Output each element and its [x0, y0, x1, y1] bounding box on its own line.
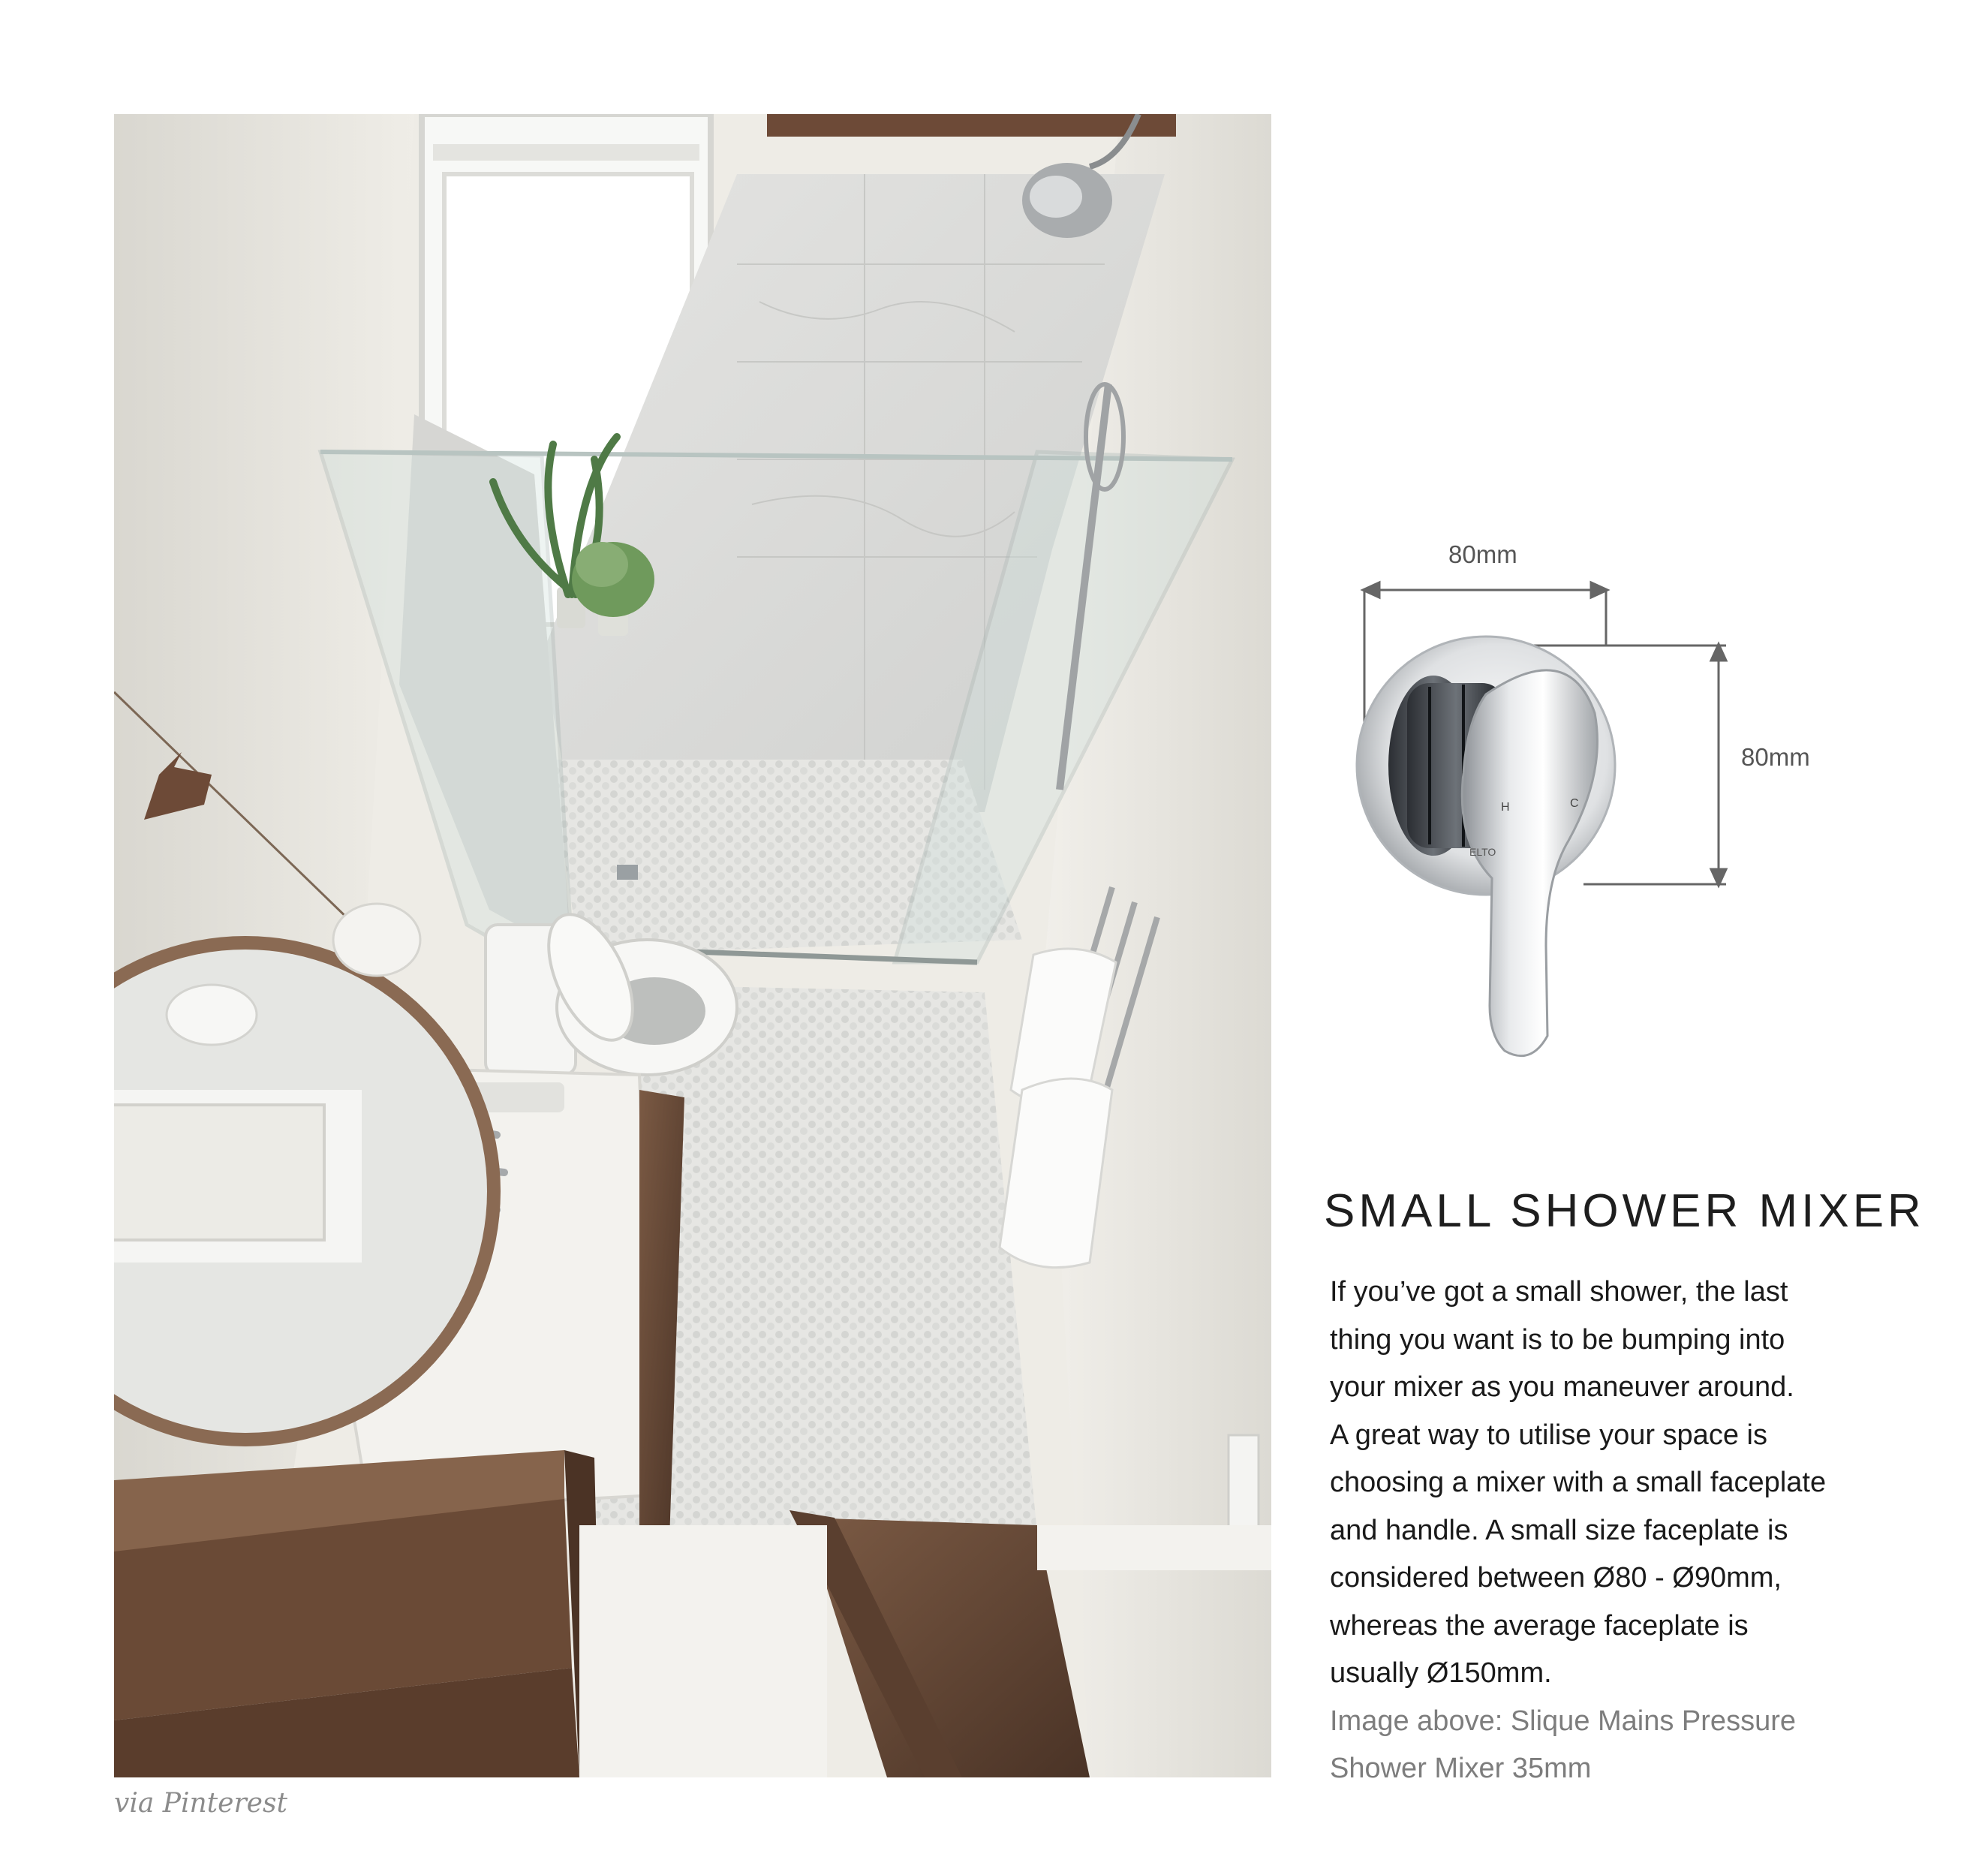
cold-mark: C	[1570, 797, 1579, 810]
image-credit-line: Shower Mixer 35mm	[1330, 1753, 1592, 1784]
image-credit-line: Image above: Slique Mains Pressure	[1330, 1705, 1796, 1737]
shower-mixer-drawing	[1343, 525, 1854, 1081]
body-line: and handle. A small size faceplate is	[1330, 1514, 1788, 1546]
mixer-diagram	[1343, 525, 1854, 1081]
hot-mark: H	[1501, 801, 1510, 814]
brand-mark: ELTO	[1469, 846, 1496, 858]
height-dimension-label: 80mm	[1741, 743, 1810, 771]
body-line: whereas the average faceplate is	[1330, 1609, 1749, 1642]
body-line: If you’ve got a small shower, the last	[1330, 1276, 1788, 1308]
bathroom-illustration	[114, 114, 1271, 1777]
article-body	[1330, 1269, 1885, 1793]
body-line: thing you want is to be bumping into	[1330, 1323, 1785, 1356]
body-line: usually Ø150mm.	[1330, 1657, 1552, 1689]
body-line: A great way to utilise your space is	[1330, 1419, 1767, 1451]
bathroom-photo	[114, 114, 1271, 1777]
photo-caption: via Pinterest	[114, 1788, 287, 1819]
width-dimension-label: 80mm	[1448, 540, 1517, 568]
section-title: SMALL SHOWER MIXER	[1324, 1185, 1925, 1237]
body-line: choosing a mixer with a small faceplate	[1330, 1467, 1827, 1498]
body-line: considered between Ø80 - Ø90mm,	[1330, 1562, 1782, 1594]
body-line: your mixer as you maneuver around.	[1330, 1371, 1794, 1403]
